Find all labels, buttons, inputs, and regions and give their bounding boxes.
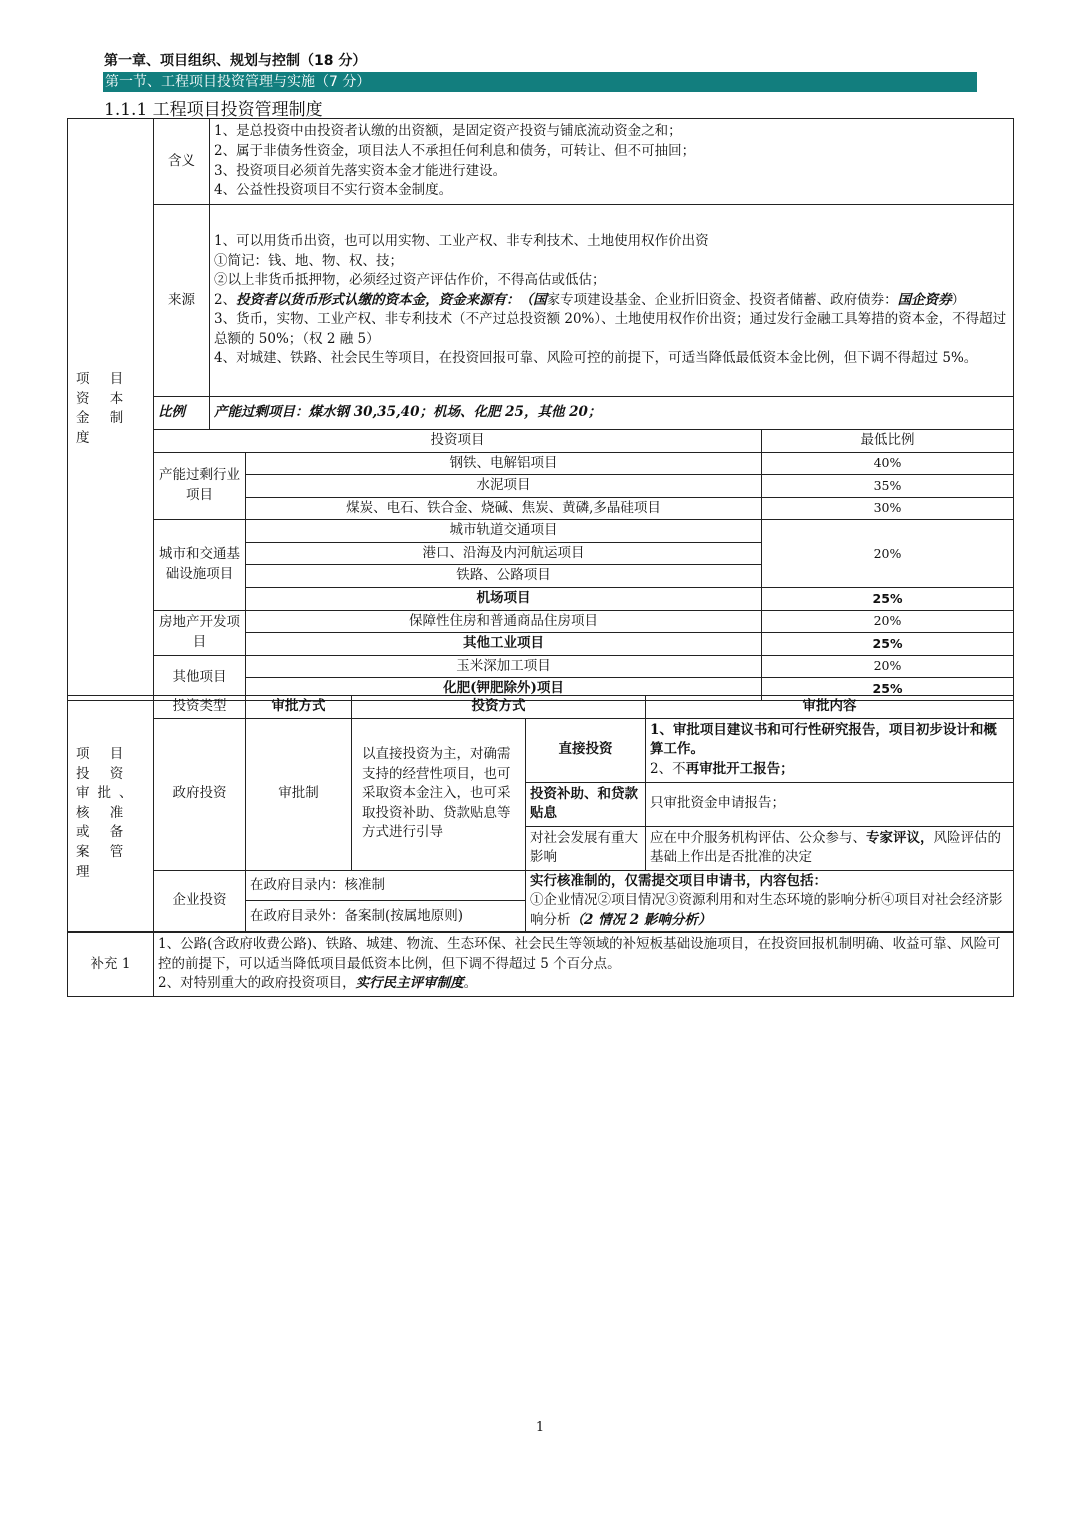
source-label: 来源 [154, 205, 210, 397]
source-fragment: 2、 [214, 291, 237, 308]
project-ratio: 25% [762, 633, 1014, 656]
source-line: ①简记：钱、地、物、权、技； [214, 252, 403, 269]
social-emphasis: 专家评议， [866, 829, 934, 846]
gov-investment: 政府投资 [154, 718, 246, 870]
social-fragment: 风险评估的基础上作出是否批准的决定 [650, 829, 1001, 866]
supplement-line: 1、公路(含政府收费公路)、铁路、城建、物流、生态环保、社会民生等领域的补短板基础设施项目，在投资回报机制明确、收益可靠、风险可控的前提下，可以适当降低项目最低资本比例，但下调不得超过 5 个百分点。 [158, 936, 1001, 972]
source-line: ②以上非货币抵押物，必须经过资产评估作价，不得高估或低估； [214, 272, 606, 289]
chapter-title: 第一章、项目组织、规划与控制（18 分） [104, 53, 367, 69]
supplement-label: 补充 1 [68, 933, 154, 997]
project-name: 煤炭、电石、铁合金、烧碱、焦炭、黄磷,多晶硅项目 [246, 497, 762, 520]
direct-line: 1、审批项目建议书和可行性研究报告，项目初步设计和概算工作。 [650, 721, 997, 758]
section-title: 第一节、工程项目投资管理与实施（7 分） [103, 72, 977, 92]
project-name: 钢铁、电解铝项目 [246, 452, 762, 475]
project-ratio: 20% [762, 655, 1014, 678]
enterprise-investment: 企业投资 [154, 870, 246, 932]
meaning-line: 1、是总投资中由投资者认缴的出资额，是固定资产投资与铺底流动资金之和； [214, 123, 682, 140]
project-name: 玉米深加工项目 [246, 655, 762, 678]
page-number: 1 [535, 1420, 545, 1435]
gov-method: 审批制 [246, 718, 352, 870]
direct-fragment: 2、不 [650, 760, 686, 777]
meaning-content [210, 119, 1014, 205]
social-impact-content [646, 826, 1014, 870]
project-ratio: 20% [762, 520, 1014, 588]
header-project: 投资项目 [154, 430, 762, 453]
approval-label: 项 目 投 资审批、核 准 或 备 案 管 理 [68, 696, 154, 932]
project-name: 保障性住房和普通商品住房项目 [246, 610, 762, 633]
group-real-estate: 房地产开发项目 [154, 610, 246, 655]
supplement-fragment: 。 [463, 975, 478, 992]
subsidy-content: 只审批资金申请报告； [646, 782, 1014, 826]
project-ratio: 25% [762, 587, 1014, 610]
supplement-line [158, 974, 1009, 994]
source-content [210, 205, 1014, 397]
source-line: 4、对城建、铁路、社会民生等项目，在投资回报可靠、风险可控的前提下，可适当降低最低资本金比例，但下调不得超过 5%。 [214, 350, 978, 367]
header-method: 审批方式 [246, 696, 352, 719]
social-impact-mode: 对社会发展有重大影响 [526, 826, 646, 870]
project-name: 铁路、公路项目 [246, 565, 762, 588]
subsidy-mode: 投资补助、和贷款贴息 [526, 782, 646, 826]
meaning-line: 3、投资项目必须首先落实资本金才能进行建设。 [214, 162, 507, 179]
supplement-content [154, 933, 1014, 997]
subsection-title: 1.1.1 工程项目投资管理制度 [104, 100, 323, 120]
project-ratio: 25% [762, 678, 1014, 701]
meaning-label: 含义 [154, 119, 210, 205]
header-type: 投资类型 [154, 696, 246, 719]
social-fragment: 应在中介服务机构评估、公众参与、 [650, 829, 866, 846]
enterprise-in-catalog: 在政府目录内：核准制 [246, 870, 526, 901]
source-fragment: 家专项建设基金、企业折旧资金、投资者储蓄、政府债券： [546, 291, 898, 308]
meaning-line: 4、公益性投资项目不实行资本金制度。 [214, 182, 453, 199]
project-name: 化肥(钾肥除外)项目 [246, 678, 762, 701]
enterprise-content [526, 870, 1014, 932]
project-ratio: 40% [762, 452, 1014, 475]
ratio-label: 比例 [154, 397, 210, 430]
direct-content [646, 718, 1014, 782]
enterprise-line: 实行核准制的，仅需提交项目申请书，内容包括： [530, 872, 827, 889]
group-overcapacity: 产能过剩行业项目 [154, 452, 246, 520]
enterprise-out-catalog: 在政府目录外：备案制(按属地原则) [246, 901, 526, 932]
header-content: 审批内容 [646, 696, 1014, 719]
capital-system-table [67, 118, 1014, 701]
group-urban-infra: 城市和交通基础设施项目 [154, 520, 246, 610]
source-line: 3、货币，实物、工业产权、非专利技术（不产过总投资额 20%）、土地使用权作价出资；通过发行金融工具筹措的资本金，不得超过总额的 50%；（权 2 融 5） [214, 311, 1007, 347]
project-name: 水泥项目 [246, 475, 762, 498]
source-fragment: ） [951, 291, 966, 308]
direct-line [650, 760, 1009, 780]
source-emphasis: 国企资券 [897, 291, 952, 308]
ratio-summary: 产能过剩项目：煤水钢 30,35,40；机场、化肥 25，其他 20； [210, 397, 1014, 430]
gov-mode: 以直接投资为主，对确需支持的经营性项目，也可采取资本金注入，也可采取投资补助、贷款贴息等方式进行引导 [352, 718, 526, 870]
approval-table [67, 695, 1014, 932]
direct-investment: 直接投资 [526, 718, 646, 782]
supplement-table [67, 932, 1014, 997]
project-ratio: 30% [762, 497, 1014, 520]
source-emphasis: 投资者以货币形式认缴的资本金，资金来源有：（国 [236, 291, 547, 308]
project-name: 其他工业项目 [246, 633, 762, 656]
project-ratio: 20% [762, 610, 1014, 633]
header-ratio: 最低比例 [762, 430, 1014, 453]
header-mode: 投资方式 [352, 696, 646, 719]
enterprise-line: ①企业情况②项目情况③资源利用和对生态环境的影响分析④项目对社会经济影响分析 [530, 892, 1003, 928]
direct-emphasis: 再审批开工报告； [685, 760, 794, 777]
enterprise-emphasis: （2 情况 2 影响分析） [570, 911, 712, 928]
source-line: 1、可以用货币出资，也可以用实物、工业产权、非专利技术、土地使用权作价出资 [214, 233, 709, 250]
source-line [214, 291, 1009, 311]
supplement-emphasis: 实行民主评审制度 [355, 975, 464, 992]
project-name: 港口、沿海及内河航运项目 [246, 542, 762, 565]
supplement-fragment: 2、对特别重大的政府投资项目， [158, 975, 356, 992]
meaning-line: 2、属于非债务性资金，项目法人不承担任何利息和债务，可转让、但不可抽回； [214, 142, 696, 159]
group-other: 其他项目 [154, 655, 246, 700]
project-ratio: 35% [762, 475, 1014, 498]
project-name: 城市轨道交通项目 [246, 520, 762, 543]
capital-system-label: 项 目 资 本 金 制 度 [68, 119, 154, 701]
project-name: 机场项目 [246, 587, 762, 610]
